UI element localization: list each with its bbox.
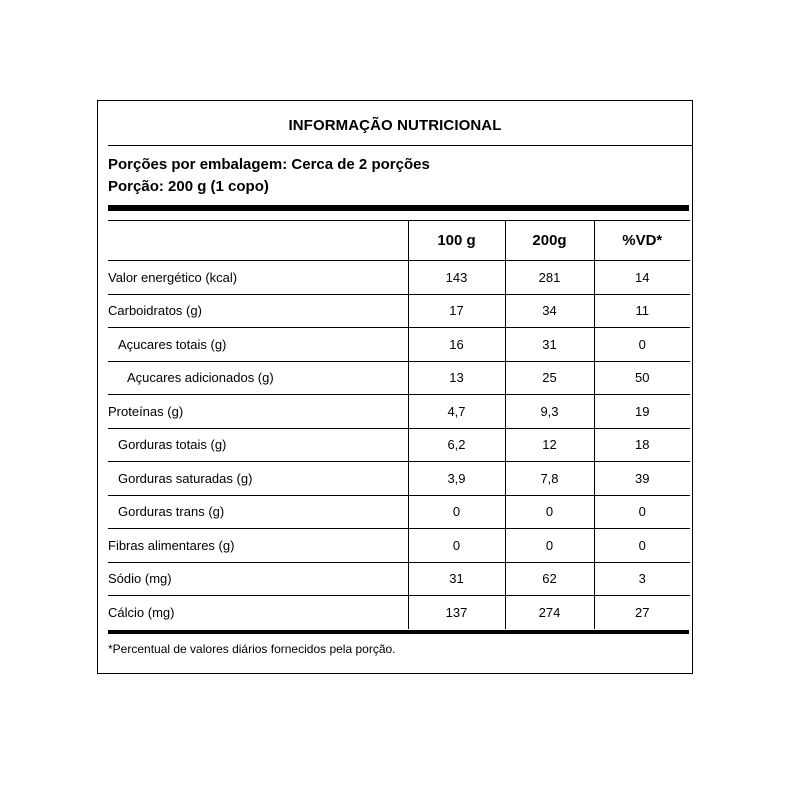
row-value-100g: 0 [408, 529, 505, 563]
row-value-vd: 39 [594, 462, 690, 496]
row-value-200g: 12 [505, 428, 594, 462]
row-label: Açucares adicionados (g) [108, 361, 408, 395]
table-row [108, 294, 690, 328]
row-label: Valor energético (kcal) [108, 261, 408, 295]
row-value-100g: 6,2 [408, 428, 505, 462]
table-row [108, 261, 690, 295]
row-value-100g: 31 [408, 562, 505, 596]
table-row [108, 395, 690, 429]
table-row [108, 462, 690, 496]
row-value-vd: 19 [594, 395, 690, 429]
table-row [108, 361, 690, 395]
row-value-100g: 17 [408, 294, 505, 328]
table-header-row [108, 221, 690, 261]
header-100g: 100 g [408, 221, 505, 261]
row-value-200g: 62 [505, 562, 594, 596]
row-value-100g: 13 [408, 361, 505, 395]
row-value-100g: 137 [408, 596, 505, 630]
row-value-200g: 7,8 [505, 462, 594, 496]
header-label-cell [108, 221, 408, 261]
row-value-vd: 11 [594, 294, 690, 328]
row-label: Gorduras saturadas (g) [108, 462, 408, 496]
header-vd: %VD* [594, 221, 690, 261]
row-value-vd: 3 [594, 562, 690, 596]
row-label: Gorduras trans (g) [108, 495, 408, 529]
title-divider [108, 145, 692, 146]
row-value-100g: 0 [408, 495, 505, 529]
row-value-vd: 14 [594, 261, 690, 295]
table-row [108, 328, 690, 362]
row-label: Cálcio (mg) [108, 605, 175, 620]
row-value-100g: 3,9 [408, 462, 505, 496]
row-label: Gorduras totais (g) [108, 428, 408, 462]
row-value-vd: 18 [594, 428, 690, 462]
thick-divider-top [108, 205, 689, 211]
row-value-vd: 0 [594, 529, 690, 563]
row-value-vd: 27 [594, 596, 690, 630]
nutrition-facts-panel [97, 100, 693, 674]
row-value-vd: 0 [594, 495, 690, 529]
row-label: Açucares totais (g) [108, 328, 408, 362]
portions-per-package: Porções por embalagem: Cerca de 2 porções [108, 156, 430, 173]
table-row [108, 529, 690, 563]
row-value-vd: 50 [594, 361, 690, 395]
header-200g: 200g [505, 221, 594, 261]
row-value-200g: 9,3 [505, 395, 594, 429]
row-label: Carboidratos (g) [108, 294, 408, 328]
portion-size: Porção: 200 g (1 copo) [108, 178, 269, 195]
row-value-200g: 0 [505, 495, 594, 529]
nutrition-table [108, 220, 690, 629]
row-value-200g: 31 [505, 328, 594, 362]
footnote: *Percentual de valores diários fornecidos pela porção. [108, 642, 396, 656]
row-value-200g: 281 [505, 261, 594, 295]
table-row [108, 596, 690, 630]
thick-divider-bottom [108, 630, 689, 634]
row-label: Sódio (mg) [108, 562, 408, 596]
table-row [108, 562, 690, 596]
row-value-100g: 16 [408, 328, 505, 362]
table-row [108, 428, 690, 462]
row-label: Proteínas (g) [108, 395, 408, 429]
row-value-100g: 4,7 [408, 395, 505, 429]
table-row [108, 495, 690, 529]
row-value-vd: 0 [594, 328, 690, 362]
row-value-200g: 34 [505, 294, 594, 328]
row-label: Fibras alimentares (g) [108, 529, 408, 563]
row-value-100g: 143 [408, 261, 505, 295]
row-value-200g: 25 [505, 361, 594, 395]
panel-title: INFORMAÇÃO NUTRICIONAL [288, 117, 502, 134]
row-value-200g: 274 [505, 596, 594, 630]
row-value-200g: 0 [505, 529, 594, 563]
